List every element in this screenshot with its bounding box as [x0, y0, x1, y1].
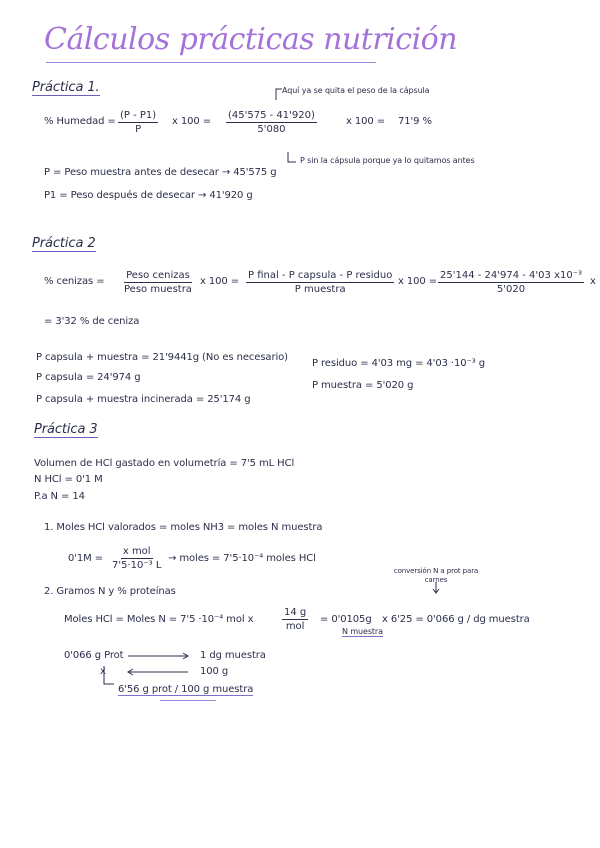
p3-g-den: mol	[285, 621, 305, 632]
p3-line-2: N HCl = 0'1 M	[34, 474, 103, 485]
p2-times-100-b: x 100 =	[398, 276, 438, 287]
p2-cenizas-label: % cenizas =	[44, 276, 105, 287]
p2-times-100-a: x 100 =	[200, 276, 240, 287]
p1-frac1-num: (P - P1)	[120, 110, 157, 121]
p2-tail: x	[590, 276, 596, 287]
p3-eq-arrow: → moles = 7'5·10⁻⁴ moles HCl	[168, 553, 316, 564]
p3-mid-sub: N muestra	[342, 627, 383, 636]
p1-note-bottom: P sin la cápsula porque ya lo quitamos antes	[300, 156, 475, 165]
p1-frac1-den: P	[135, 124, 142, 135]
p1-times-100-b: x 100 =	[346, 116, 386, 127]
p1-frac2-num: (45'575 - 41'920)	[228, 110, 315, 121]
p2-f2-den: P muestra	[294, 284, 346, 295]
p3-eq-den: 7'5·10⁻³ L	[112, 560, 162, 571]
practica-1-heading: Práctica 1.	[32, 80, 100, 95]
p2-f3-num: 25'144 - 24'974 - 4'03 x10⁻³	[440, 270, 582, 281]
practica-3-heading: Práctica 3	[34, 422, 98, 437]
p3-line-1: Volumen de HCl gastado en volumetría = 7'5 mL HCl	[34, 458, 295, 469]
p3-step-2: 2. Gramos N y % proteínas	[44, 586, 176, 597]
p3-mid: = 0'0105g	[320, 614, 372, 625]
p1-def-p1: P1 = Peso después de desecar → 41'920 g	[44, 190, 253, 201]
p3-eq-num: x mol	[122, 546, 151, 557]
p2-right-1: P residuo = 4'03 mg = 4'03 ·10⁻³ g	[312, 358, 485, 369]
p3-final: 6'56 g prot / 100 g muestra	[118, 684, 254, 695]
page-title: Cálculos prácticas nutrición	[44, 22, 458, 57]
p2-right-2: P muestra = 5'020 g	[312, 380, 414, 391]
final-underline	[160, 700, 216, 701]
p3-note-conversion: conversión N a prot para carnes	[393, 567, 479, 584]
practica-2-heading: Práctica 2	[32, 236, 96, 251]
p3-tail: x 6'25 = 0'066 g / dg muestra	[382, 614, 530, 625]
p2-line-1: P capsula + muestra = 21'9441g (No es necesario)	[36, 352, 288, 363]
p1-times-100-a: x 100 =	[172, 116, 212, 127]
p2-f2-num: P final - P capsula - P residuo	[248, 270, 393, 281]
p1-def-p-value: 45'575 g	[233, 167, 277, 178]
p3-line-3: P.a N = 14	[34, 491, 85, 502]
p1-def-p: P = Peso muestra antes de desecar → 45'575 g	[44, 167, 277, 178]
p2-f1-num: Peso cenizas	[126, 270, 190, 281]
p3-g-num: 14 g	[284, 607, 307, 618]
p1-frac2-den: 5'080	[257, 124, 286, 135]
p3-rule-right-2: 100 g	[200, 666, 229, 677]
p3-rule-left-2: x	[100, 666, 106, 677]
p3-rule-left-1: 0'066 g Prot	[64, 650, 124, 661]
p3-moles-eq: Moles HCl = Moles N = 7'5 ·10⁻⁴ mol x	[64, 614, 254, 625]
p1-def-p1-value: 41'920 g	[209, 190, 253, 201]
p3-eq-left: 0'1M =	[68, 553, 104, 564]
p1-humedad-label: % Humedad =	[44, 116, 116, 127]
p2-result: = 3'32 % de ceniza	[44, 316, 140, 327]
p2-f3-den: 5'020	[496, 284, 526, 295]
p1-note-top: Aquí ya se quita el peso de la cápsula	[282, 86, 430, 95]
p2-line-2: P capsula = 24'974 g	[36, 372, 141, 383]
p2-line-3: P capsula + muestra incinerada = 25'174 g	[36, 394, 251, 405]
p3-step-1: 1. Moles HCl valorados = moles NH3 = moles N muestra	[44, 522, 323, 533]
p1-result: 71'9 %	[398, 116, 432, 127]
p3-rule-right-1: 1 dg muestra	[200, 650, 266, 661]
p2-f1-den: Peso muestra	[124, 284, 192, 295]
